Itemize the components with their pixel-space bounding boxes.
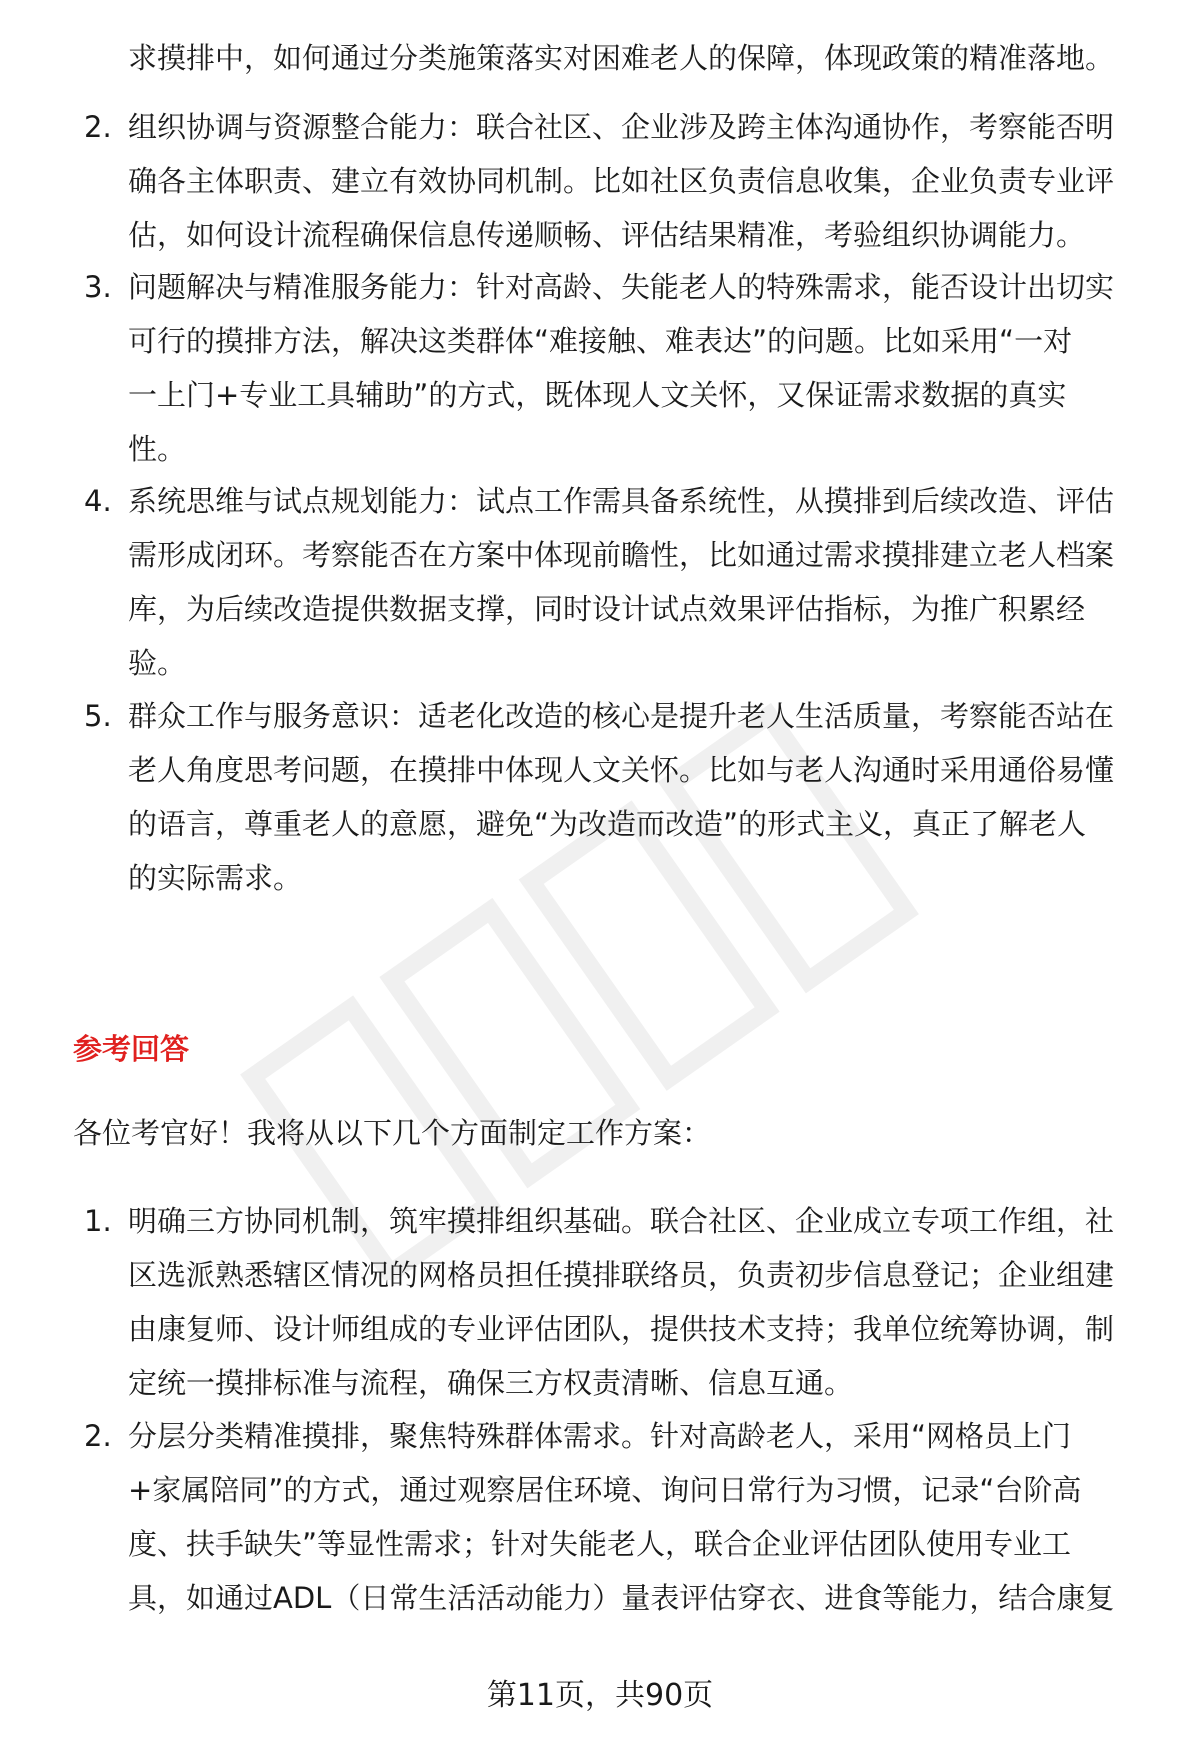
list-number: 2.	[84, 1419, 112, 1453]
list-number: 2.	[84, 110, 112, 144]
text-line: 组织协调与资源整合能力：联合社区、企业涉及跨主体沟通协作，考察能否明	[128, 110, 1115, 144]
text-line: 问题解决与精准服务能力：针对高龄、失能老人的特殊需求，能否设计出切实	[128, 270, 1115, 304]
text-line: 度、扶手缺失”等显性需求；针对失能老人，联合企业评估团队使用专业工	[128, 1527, 1072, 1561]
text-line: 群众工作与服务意识：适老化改造的核心是提升老人生活质量，考察能否站在	[128, 699, 1115, 733]
answer-heading: 参考回答	[73, 1032, 190, 1066]
list-number: 1.	[84, 1204, 112, 1238]
text-line: 验。	[128, 646, 187, 680]
text-line: 性。	[128, 432, 187, 466]
text-line: 的实际需求。	[128, 861, 303, 895]
text-line: 求摸排中，如何通过分类施策落实对困难老人的保障，体现政策的精准落地。	[128, 41, 1115, 75]
text-line: 定统一摸排标准与流程，确保三方权责清晰、信息互通。	[128, 1366, 854, 1400]
text-line: 库，为后续改造提供数据支撑，同时设计试点效果评估指标，为推广积累经	[128, 592, 1086, 626]
text-line: 具，如通过ADL（日常生活活动能力）量表评估穿衣、进食等能力，结合康复	[128, 1581, 1115, 1615]
text-line: 区选派熟悉辖区情况的网格员担任摸排联络员，负责初步信息登记；企业组建	[128, 1258, 1115, 1292]
text-line: 老人角度思考问题，在摸排中体现人文关怀。比如与老人沟通时采用通俗易懂	[128, 753, 1115, 787]
list-number: 5.	[84, 699, 112, 733]
list-number: 3.	[84, 270, 112, 304]
text-line: 确各主体职责、建立有效协同机制。比如社区负责信息收集，企业负责专业评	[128, 164, 1115, 198]
text-line: 分层分类精准摸排，聚焦特殊群体需求。针对高龄老人，采用“网格员上门	[128, 1419, 1072, 1453]
text-line: +家属陪同”的方式，通过观察居住环境、询问日常行为习惯，记录“台阶高	[128, 1473, 1082, 1507]
page-number-footer: 第11页，共90页	[486, 1678, 714, 1713]
text-line: 由康复师、设计师组成的专业评估团队，提供技术支持；我单位统筹协调，制	[128, 1312, 1115, 1346]
text-line: 一上门+专业工具辅助”的方式，既体现人文关怀，又保证需求数据的真实	[128, 378, 1067, 412]
text-line: 的语言，尊重老人的意愿，避免“为改造而改造”的形式主义，真正了解老人	[128, 807, 1087, 841]
text-line: 系统思维与试点规划能力：试点工作需具备系统性，从摸排到后续改造、评估	[128, 484, 1115, 518]
answer-intro: 各位考官好！我将从以下几个方面制定工作方案：	[73, 1116, 712, 1150]
list-number: 4.	[84, 484, 112, 518]
text-line: 明确三方协同机制，筑牢摸排组织基础。联合社区、企业成立专项工作组，社	[128, 1204, 1115, 1238]
text-line: 估，如何设计流程确保信息传递顺畅、评估结果精准，考验组织协调能力。	[128, 218, 1086, 252]
text-line: 可行的摸排方法，解决这类群体“难接触、难表达”的问题。比如采用“一对	[128, 324, 1073, 358]
text-line: 需形成闭环。考察能否在方案中体现前瞻性，比如通过需求摸排建立老人档案	[128, 538, 1115, 572]
